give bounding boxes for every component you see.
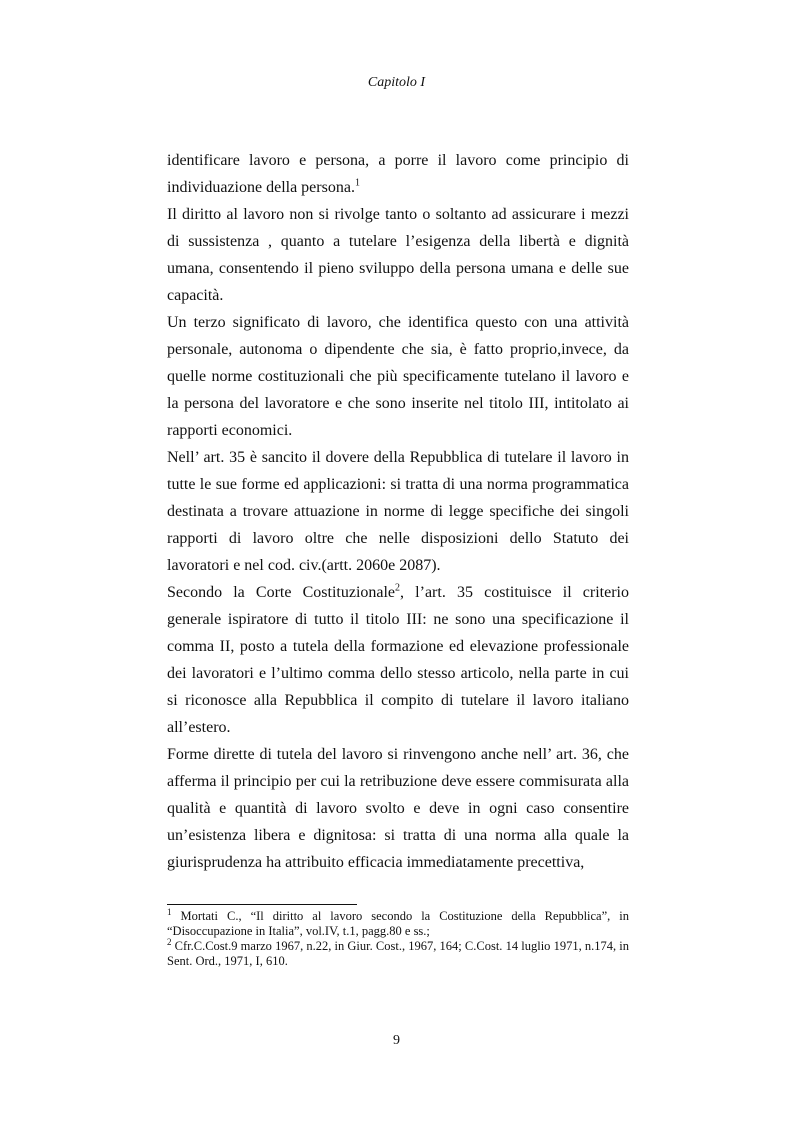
page-number: 9 bbox=[393, 1033, 400, 1048]
paragraph-6: Forme dirette di tutela del lavoro si rinvengono anche nell’ art. 36, che afferma il principio per cui la retribuzione deve essere commisurata alla qualità e quantità di lavoro svolto e deve in ogni caso consentire un’esistenza libera e dignitosa: si tratta di una norma alla quale la giurisprudenza ha attribuito efficacia immediatamente precettiva, bbox=[167, 746, 629, 871]
footnote-ref-2[interactable]: 2 bbox=[395, 582, 401, 594]
paragraph-2: Il diritto al lavoro non si rivolge tanto o soltanto ad assicurare i mezzi di sussistenza , quanto a tutelare l’esigenza della libertà e dignità umana, consentendo il pieno sviluppo della persona umana e delle sue capacità. bbox=[167, 206, 629, 304]
paragraph-1 bbox=[167, 147, 629, 201]
footnote-2-text: Cfr.C.Cost.9 marzo 1967, n.22, in Giur. Cost., 1967, 164; C.Cost. 14 luglio 1971, n.174, in Sent. Ord., 1971, I, 610. bbox=[167, 939, 629, 968]
paragraph-3: Un terzo significato di lavoro, che identifica questo con una attività personale, autonoma o dipendente che sia, è fatto proprio,invece, da quelle norme costituzionali che più specificamente tutelano il lavoro e la persona del lavoratore e che sono inserite nel titolo III, intitolato ai rapporti economici. bbox=[167, 314, 629, 439]
paragraph-5-text-a: Secondo la Corte Costituzionale bbox=[167, 584, 396, 601]
paragraph-1-text: identificare lavoro e persona, a porre il lavoro come principio di individuazione della persona. bbox=[167, 152, 629, 196]
footnote-1-text: Mortati C., “Il diritto al lavoro secondo la Costituzione della Repubblica”, in “Disoccupazione in Italia”, vol.IV, t.1, pagg.80 e ss.; bbox=[167, 909, 629, 938]
footnote-2-marker: 2 bbox=[167, 936, 172, 947]
footnotes bbox=[167, 906, 629, 969]
paragraph-5-text-b: , l’art. 35 costituisce il criterio generale ispiratore di tutto il titolo III: ne sono una specificazione il comma II, posto a tutela della formazione ed elevazione professionale dei lavoratori e l’ultimo comma dello stesso articolo, nella parte in cui si riconosce alla Repubblica il compito di tutelare il lavoro italiano all’estero. bbox=[167, 584, 630, 736]
footnote-1-marker: 1 bbox=[167, 906, 172, 917]
footnote-2 bbox=[167, 936, 629, 969]
footnote-separator bbox=[167, 904, 357, 905]
paragraph-4: Nell’ art. 35 è sancito il dovere della Repubblica di tutelare il lavoro in tutte le sue forme ed applicazioni: si tratta di una norma programmatica destinata a trovare attuazione in norme di legge specifiche dei singoli rapporti di lavoro oltre che nelle disposizioni dello Statuto dei lavoratori e nel cod. civ.(artt. 2060e 2087). bbox=[167, 449, 629, 574]
paragraph-5 bbox=[167, 579, 629, 741]
footnote-1 bbox=[167, 906, 629, 939]
footnote-ref-1[interactable]: 1 bbox=[354, 177, 360, 189]
body-text bbox=[167, 147, 629, 876]
chapter-header: Capitolo I bbox=[367, 75, 426, 90]
